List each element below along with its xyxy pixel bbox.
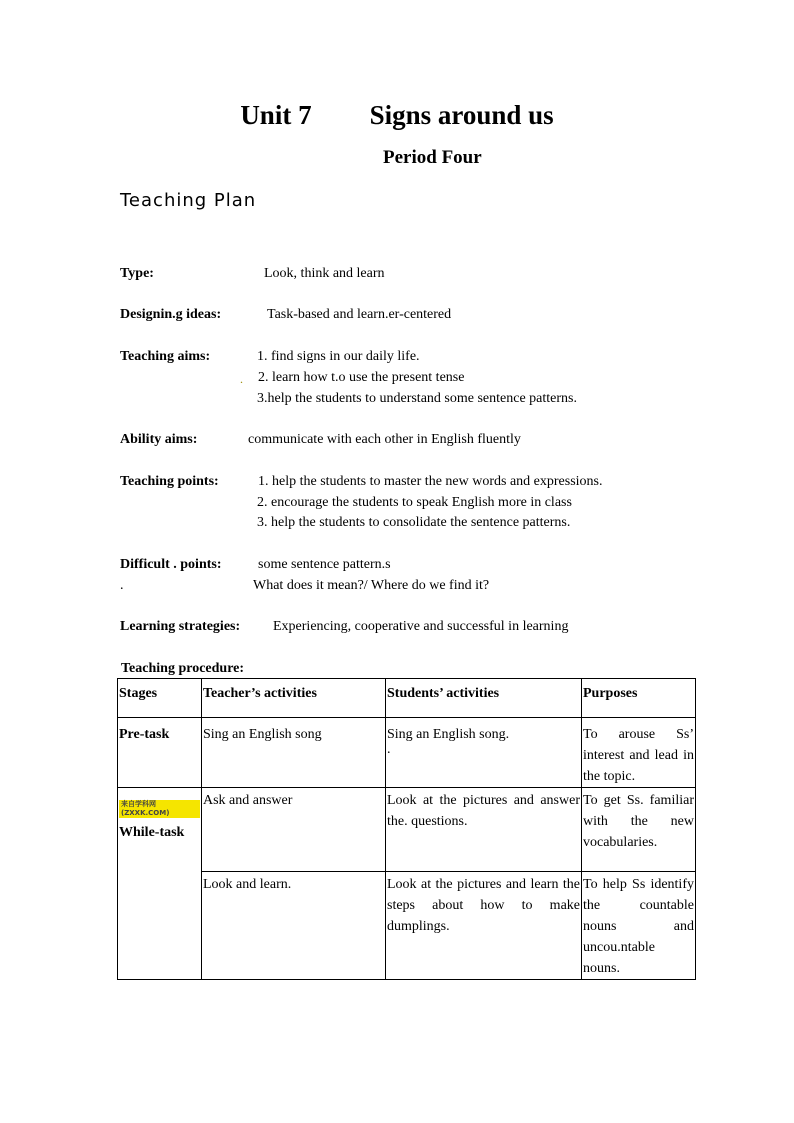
aim-item: 1. find signs in our daily life. xyxy=(257,349,420,364)
students-extra: . xyxy=(387,742,391,757)
students-cell: Look at the pictures and answer the. questions. xyxy=(386,788,582,872)
teacher-cell: Ask and answer xyxy=(202,788,386,872)
watermark-badge: 来自学科网(ZXXK.COM) xyxy=(119,800,200,818)
stage-cell: Pre-task xyxy=(118,718,202,788)
table-row xyxy=(118,718,696,788)
procedure-table xyxy=(117,678,696,980)
type-label: Type: xyxy=(120,266,154,281)
table-row xyxy=(118,872,696,980)
teacher-cell: Sing an English song xyxy=(202,718,386,788)
type-value: Look, think and learn xyxy=(264,266,385,281)
stage-text: While-task xyxy=(119,825,185,840)
point-item: 1. help the students to master the new words and expressions. xyxy=(258,474,603,489)
students-cell xyxy=(386,718,582,788)
ability-label: Ability aims: xyxy=(120,432,198,447)
stray-dot: . xyxy=(120,578,124,593)
ability-value: communicate with each other in English fluently xyxy=(248,432,521,447)
stage-cell xyxy=(118,788,202,980)
aims-label: Teaching aims: xyxy=(120,349,211,364)
point-item: 2. encourage the students to speak English more in class xyxy=(257,495,572,510)
aim-item: 3.help the students to understand some sentence patterns. xyxy=(257,391,577,406)
period-subtitle: Period Four xyxy=(383,147,482,168)
strategies-label: Learning strategies: xyxy=(120,619,241,634)
header-cell: Purposes xyxy=(582,679,696,718)
points-label: Teaching points: xyxy=(120,474,219,489)
design-value: Task-based and learn.er-centered xyxy=(267,307,452,322)
unit-topic: Signs around us xyxy=(369,100,554,130)
design-label: Designin.g ideas: xyxy=(120,307,222,322)
aim-item: 2. learn how t.o use the present tense xyxy=(258,370,465,385)
students-cell: Look at the pictures and learn the steps about how to make dumplings. xyxy=(386,872,582,980)
purpose-cell: To arouse Ss’ interest and lead in the topic. xyxy=(582,718,696,788)
difficult-value: some sentence pattern.s xyxy=(258,557,391,572)
purpose-cell: To help Ss identify the countable nouns and uncou.ntable nouns. xyxy=(582,872,696,980)
teacher-cell: Look and learn. xyxy=(202,872,386,980)
plan-heading: Teaching Plan xyxy=(120,190,257,211)
unit-title xyxy=(0,100,794,131)
table-row xyxy=(118,788,696,872)
purpose-cell: To get Ss. familiar with the new vocabularies. xyxy=(582,788,696,872)
unit-number: Unit 7 xyxy=(240,100,312,130)
difficult-value: What does it mean?/ Where do we find it? xyxy=(253,578,490,593)
students-text: Sing an English song. xyxy=(387,727,510,742)
table-header-row xyxy=(118,679,696,718)
point-item: 3. help the students to consolidate the sentence patterns. xyxy=(257,515,571,530)
header-cell: Stages xyxy=(118,679,202,718)
header-cell: Teacher’s activities xyxy=(202,679,386,718)
strategies-value: Experiencing, cooperative and successful in learning xyxy=(273,619,569,634)
difficult-label: Difficult . points: xyxy=(120,557,222,572)
header-cell: Students’ activities xyxy=(386,679,582,718)
procedure-label: Teaching procedure: xyxy=(121,661,245,676)
stray-dot: . xyxy=(240,372,243,386)
